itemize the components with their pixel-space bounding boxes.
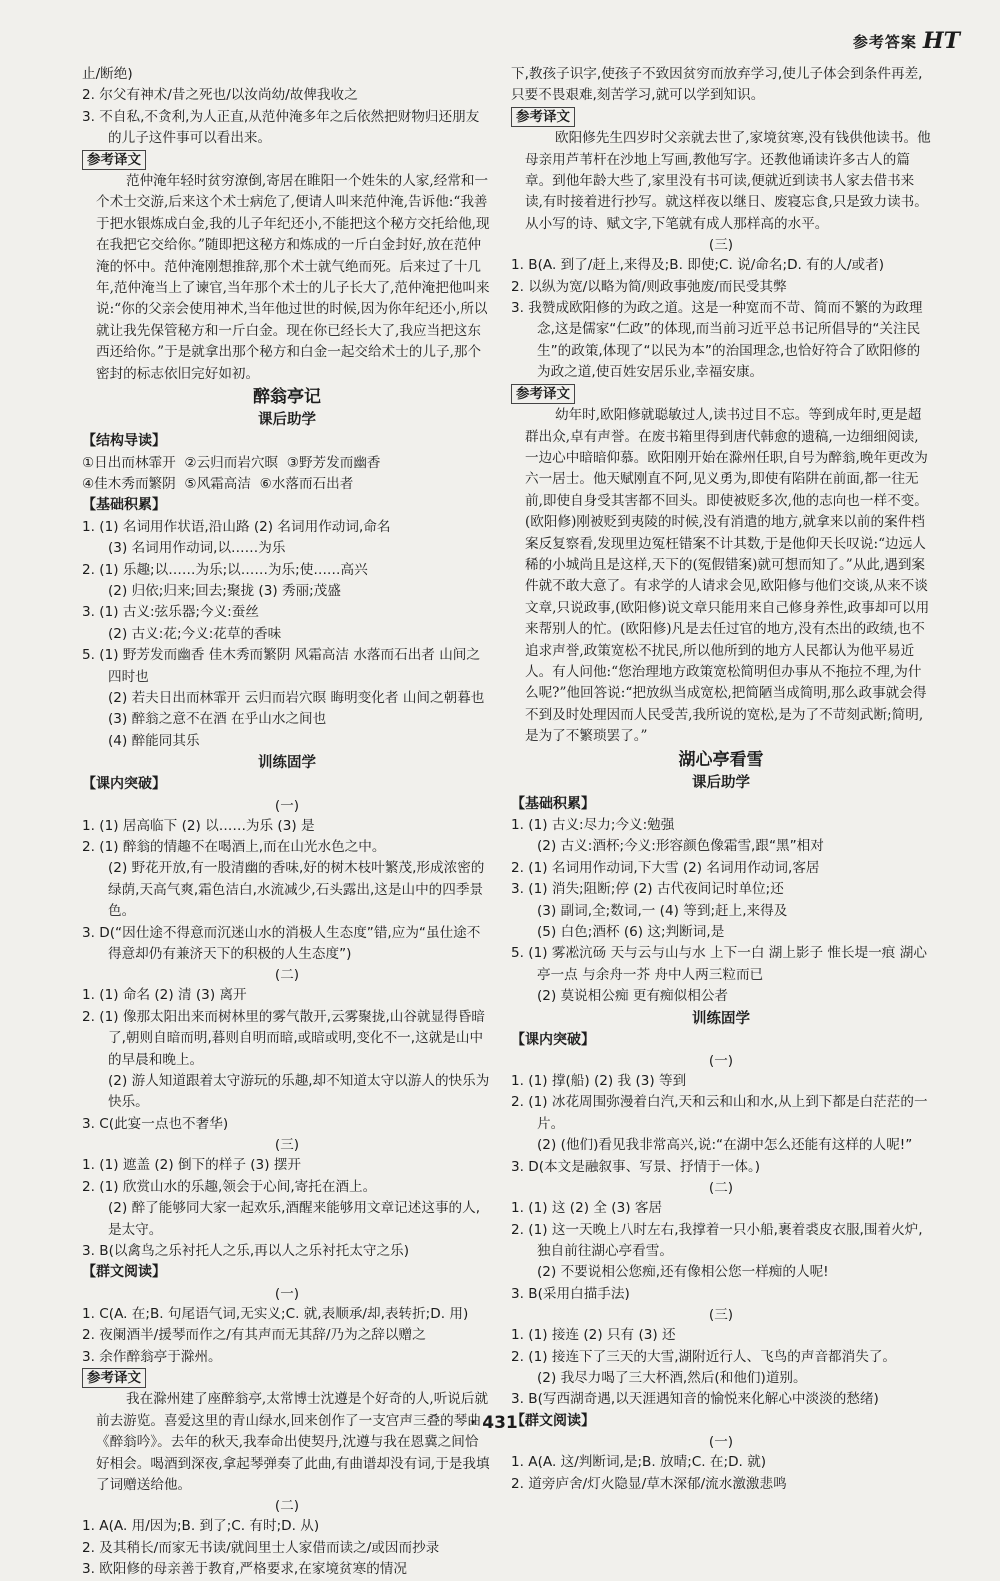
answer-subitem: (3) 副词,全;数词,一 (4) 等到;赶上,来得及 [537, 902, 788, 919]
page-number: · 431 · [469, 1413, 531, 1433]
answer-subitem: (4) 醉能同其乐 [108, 732, 200, 749]
answer-item: 3. B(写西湖奇遇,以天涯遇知音的愉悦来化解心中淡淡的愁绪) [511, 1391, 879, 1408]
answer-item: 2. 夜阑酒半/援琴而作之/有其声而无其辞/乃为之辞以赠之 [82, 1327, 426, 1344]
answer-item: 3. D(“因仕途不得意而沉迷山水的消极人生态度”错,应为“虽仕途不得意却仍有兼济天下的积极的人生态度”) [82, 924, 481, 963]
answer-item: 1. C(A. 在;B. 句尾语气词,无实义;C. 就,表顺承/却,表转折;D. 用) [82, 1305, 469, 1322]
answer-item: 3. D(本文是融叙事、写景、抒情于一体。) [511, 1158, 761, 1175]
header-label: 参考答案 [852, 32, 917, 51]
part-number: (二) [274, 967, 300, 984]
section-heading: 【课内突破】 [82, 776, 166, 793]
section-title: 课后助学 [258, 412, 316, 429]
section-title: 训练固学 [692, 1010, 750, 1027]
section-heading: 【基础积累】 [82, 497, 166, 514]
answer-item: 1. B(A. 到了/赶上,来得及;B. 即使;C. 说/命名;D. 有的人/或者) [511, 257, 885, 274]
answer-subitem: (2) 野花开放,有一股清幽的香味,好的树木枝叶繁茂,形成浓密的绿荫,天高气爽,霜色洁白,水流减少,石头露出,这是山中的四季景色。 [108, 860, 485, 920]
part-number: (二) [274, 1498, 300, 1515]
answer-item: 5. (1) 野芳发而幽香 佳木秀而繁阴 风霜高洁 水落而石出者 山间之四时也 [82, 647, 480, 685]
section-heading: 【课内突破】 [511, 1031, 595, 1048]
answer-item: 2. (1) 醉翁的情趣不在喝酒上,而在山光水色之中。 [82, 839, 386, 855]
answer-item: 1. (1) 古义:尽力;今义:勉强 [511, 817, 675, 833]
translation-label: 参考译文 [511, 384, 575, 404]
part-number: (一) [274, 797, 300, 814]
answer-item: 3. (1) 古义:弦乐器;今义:蚕丝 [82, 604, 259, 621]
brand-logo: HT [922, 28, 960, 54]
answer-subitem: (3) 名词用作动词,以……为乐 [108, 540, 286, 557]
section-title: 训练固学 [258, 755, 316, 772]
answer-item: 3. B(以禽鸟之乐衬托人之乐,再以人之乐衬托太守之乐) [82, 1242, 410, 1259]
text-line: 下,教孩子识字,使孩子不致因贫穷而放弃学习,使儿子体会到条件再差,只要不畏艰难,刻苦学习,就可以学到知识。 [511, 66, 923, 104]
lesson-title: 湖心亭看雪 [678, 749, 764, 770]
answer-item: 1. (1) 这 (2) 全 (3) 客居 [511, 1200, 663, 1217]
answer-item: 1. (1) 接连 (2) 只有 (3) 还 [511, 1327, 676, 1344]
answer-subitem: (2) (他们)看见我非常高兴,说:“在湖中怎么还能有这样的人呢!” [537, 1137, 913, 1154]
section-heading: 【基础积累】 [511, 795, 595, 812]
answer-item: 2. (1) 欣赏山水的乐趣,领会于心间,寄托在酒上。 [82, 1178, 377, 1195]
part-number: (三) [708, 237, 734, 254]
page-header [853, 28, 960, 54]
lesson-title: 醉翁亭记 [253, 387, 321, 408]
translation-label: 参考译文 [82, 1368, 146, 1388]
answer-item: 3. 我赞成欧阳修的为政之道。这是一种宽而不苛、简而不繁的为政理念,这是儒家“仁政”的体现,而当前习近平总书记所倡导的“关注民生”的政策,体现了“以民为本”的治国理念,也恰好符合了欧阳修的为政之道,使百姓安居乐业,幸福安康。 [511, 300, 923, 381]
translation-label: 参考译文 [82, 150, 146, 170]
answer-item: 1. (1) 遮盖 (2) 倒下的样子 (3) 摆开 [82, 1157, 302, 1174]
translation-text: 范仲淹年轻时贫穷潦倒,寄居在睢阳一个姓朱的人家,经常和一个术士交游,后来这个术士病危了,便请人叫来范仲淹,告诉他:“我善于把水银炼成白金,我的儿子年纪还小,不能把这个秘方交托给他,现在我把它交给你。”随即把这秘方和炼成的一斤白金封好,放在范仲淹的怀中。范仲淹刚想推辞,那个术士就气绝而死。后来过了十几年,范仲淹当上了谏官,当年那个术士的儿子长大了,范仲淹把他叫来说:“你的父亲会使用神术,当年他过世的时候,因为你年纪还小,所以就让我先保管秘方和一斤白金。现在你已经长大了,我应当把这东西还给你。”于是就拿出那个秘方和白金一起交给术士的儿子,那个密封的标志依旧完好如初。 [96, 173, 490, 382]
answer-item: 2. (1) 冰花周围弥漫着白汽,天和云和山和水,从上到下都是白茫茫的一片。 [511, 1094, 928, 1132]
answer-item: 1. (1) 名词用作状语,沿山路 (2) 名词用作动词,命名 [82, 518, 391, 535]
answer-subitem: (3) 醉翁之意不在酒 在乎山水之间也 [108, 711, 327, 728]
part-number: (一) [708, 1434, 734, 1451]
answer-subitem: (2) 古义:花;今义:花草的香味 [108, 625, 282, 642]
answer-item: 3. 欧阳修的母亲善于教育,严格要求,在家境贫寒的情况 [82, 1561, 407, 1578]
answer-subitem: (2) 归依;归来;回去;聚拢 (3) 秀丽;茂盛 [108, 582, 341, 599]
answer-item: 2. 尔父有神术/昔之死也/以汝尚幼/故俾我收之 [82, 87, 358, 104]
answer-item: 2. (1) 名词用作动词,下大雪 (2) 名词用作动词,客居 [511, 859, 820, 876]
section-heading: 【群文阅读】 [511, 1412, 595, 1429]
answer-item: 2. (1) 像那太阳出来而树林里的雾气散开,云雾聚拢,山谷就显得昏暗了,朝则自暗而明,暮则自明而暗,或暗或明,变化不一,这就是山中的早晨和晚上。 [82, 1008, 485, 1068]
answer-subitem: (2) 古义:酒杯;今义:形容颜色像霜雪,跟“黑”相对 [537, 838, 824, 855]
answer-item: 2. (1) 这一天晚上八时左右,我撑着一只小船,裹着裘皮衣服,围着火炉,独自前往湖心亭看雪。 [511, 1221, 923, 1259]
answer-item: 2. 以纵为宽/以略为简/则政事弛废/而民受其弊 [511, 278, 787, 295]
answer-item: 3. 不自私,不贪利,为人正直,从范仲淹多年之后依然把财物归还朋友的儿子这件事可以看出来。 [82, 108, 480, 147]
answer-item: 3. B(采用白描手法) [511, 1285, 630, 1302]
answer-subitem: (2) 我尽力喝了三大杯酒,然后(和他们)道别。 [537, 1369, 807, 1386]
answer-item: 2. 道旁庐舍/灯火隐显/草木深郁/流水激激悲鸣 [511, 1475, 787, 1492]
answer-item: 3. (1) 消失;阻断;停 (2) 古代夜间记时单位;还 [511, 881, 784, 898]
answer-subitem: (2) 若夫日出而林霏开 云归而岩穴暝 晦明变化者 山间之朝暮也 [108, 689, 485, 706]
answer-item: 1. A(A. 这/判断词,是;B. 放晴;C. 在;D. 就) [511, 1454, 767, 1471]
answer-item: 2. 及其稍长/而家无书读/就闾里士人家借而读之/或因而抄录 [82, 1539, 440, 1556]
answer-item: 1. A(A. 用/因为;B. 到了;C. 有时;D. 从) [82, 1518, 320, 1535]
section-heading: 【结构导读】 [82, 433, 166, 450]
part-number: (一) [708, 1053, 734, 1070]
translation-text: 我在滁州建了座醉翁亭,太常博士沈遵是个好奇的人,听说后就前去游览。喜爱这里的青山绿水,回来创作了一支宫声三叠的琴曲《醉翁吟》。去年的秋天,我奉命出使契丹,沈遵与我在恩冀之间恰好相会。喝酒到深夜,拿起琴弹奏了此曲,有曲谱却没有词,于是我填了词赠送给他。 [96, 1391, 490, 1493]
left-column [82, 64, 492, 1581]
text-line: ①日出而林霏开 ②云归而岩穴暝 ③野芳发而幽香 [82, 454, 381, 471]
answer-subitem: (2) 不要说相公您痴,还有像相公您一样痴的人呢! [537, 1264, 829, 1281]
answer-subitem: (2) 游人知道跟着太守游玩的乐趣,却不知道太守以游人的快乐为快乐。 [108, 1073, 490, 1111]
text-line: ④佳木秀而繁阴 ⑤风霜高洁 ⑥水落而石出者 [82, 475, 354, 492]
answer-subitem: (5) 白色;酒杯 (6) 这;判断词,是 [537, 924, 725, 941]
answer-item: 1. (1) 居高临下 (2) 以……为乐 (3) 是 [82, 817, 315, 834]
text-line: 止/断绝) [82, 66, 133, 82]
section-heading: 【群文阅读】 [82, 1264, 166, 1281]
section-title: 课后助学 [692, 774, 750, 791]
translation-text: 欧阳修先生四岁时父亲就去世了,家境贫寒,没有钱供他读书。他母亲用芦苇杆在沙地上写画,教他写字。还教他诵读许多古人的篇章。到他年龄大些了,家里没有书可读,便就近到读书人家去借书来读,有时接着进行抄写。就这样夜以继日、废寝忘食,只是致力读书。从小写的诗、赋文字,下笔就有成人那样高的水平。 [525, 130, 931, 232]
answer-item: 3. 余作醉翁亭于滁州。 [82, 1348, 222, 1365]
translation-label: 参考译文 [511, 107, 575, 127]
answer-item: 1. (1) 撑(船) (2) 我 (3) 等到 [511, 1073, 687, 1090]
right-column [511, 64, 931, 1495]
answer-item: 3. C(此宴一点也不奢华) [82, 1115, 229, 1132]
answer-subitem: (2) 莫说相公痴 更有痴似相公者 [537, 988, 729, 1005]
part-number: (三) [708, 1307, 734, 1324]
answer-item: 2. (1) 接连下了三天的大雪,湖附近行人、飞鸟的声音都消失了。 [511, 1348, 897, 1365]
part-number: (二) [708, 1180, 734, 1197]
part-number: (三) [274, 1137, 300, 1154]
answer-item: 5. (1) 雾凇沆砀 天与云与山与水 上下一白 湖上影子 惟长堤一痕 湖心亭一点 与余舟一芥 舟中人两三粒而已 [511, 945, 927, 983]
answer-item: 2. (1) 乐趣;以……为乐;以……为乐;使……高兴 [82, 561, 368, 578]
translation-text: 幼年时,欧阳修就聪敏过人,读书过目不忘。等到成年时,更是超群出众,卓有声誉。在废书箱里得到唐代韩愈的遗稿,一边细细阅读,一边心中暗暗仰慕。欧阳刚开始在滁州任职,自号为醉翁,晚年更改为六一居士。他天赋刚直不阿,见义勇为,即使有陷阱在前面,都一往无前,即使自身受其害都不回头。即使被贬多次,他的志向也一样不变。(欧阳修)刚被贬到夷陵的时候,没有消遣的地方,就拿来以前的案件档案反复察看,发现里边冤枉错案不计其数,于是他仰天长叹说:“边远人稀的小城尚且是这样,天下的(冤假错案)就可想而知了。”从此,遇到案件就不敢大意了。有求学的人请求会见,欧阳修与他们交谈,从来不谈文章,只说政事,(欧阳修)说文章只能用来自己修身养性,政事却可以用来帮别人的忙。(欧阳修)凡是去任过官的地方,没有杰出的政绩,也不追求声誉,政策宽松不扰民,所以他所到的地方人民都认为他平易近人。有人问他:“您治理地方政策宽松简明但办事从不拖拉不理,为什么呢?”他回答说:“把放纵当成宽松,把简陋当成简明,那么政事就会得不到及时处理因而人民受苦,我所说的宽松,是为了不苛刻武断;简明,是为了不繁琐罢了。” [525, 407, 930, 745]
part-number: (一) [274, 1285, 300, 1302]
answer-subitem: (2) 醉了能够同大家一起欢乐,酒醒来能够用文章记述这事的人,是太守。 [108, 1200, 481, 1238]
answer-item: 1. (1) 命名 (2) 清 (3) 离开 [82, 987, 247, 1004]
